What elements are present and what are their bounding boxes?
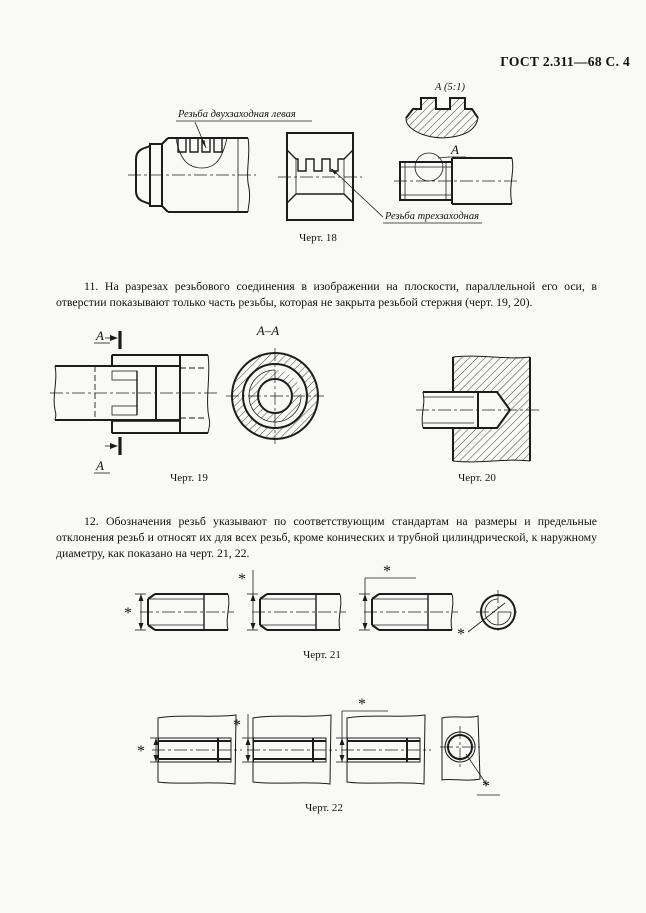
cut-letter-top: А: [96, 328, 104, 343]
internal-thread-dimension-variant-2: [233, 714, 337, 784]
figure-21-caption: Черт. 21: [303, 649, 341, 661]
page-header: ГОСТ 2.311—68 С. 4: [500, 54, 630, 69]
asterisk-mark: *: [233, 717, 241, 734]
figure-19-20-drawing: [50, 318, 595, 490]
nut-section-three-start-thread: [278, 133, 362, 220]
detail-view-a-5-1: [406, 82, 478, 138]
external-thread-end-view: [457, 590, 520, 643]
internal-thread-dimension-variant-3: [336, 696, 431, 784]
cut-letter-bottom: А: [96, 458, 104, 473]
external-thread-dimension-variant-3: [359, 563, 458, 630]
figure-21-drawing: [100, 560, 540, 670]
figure-20-caption: Черт. 20: [458, 472, 496, 484]
asterisk-mark: *: [124, 605, 132, 622]
external-thread-dimension-variant-2: [238, 570, 346, 630]
shaft-with-detail-marker: [394, 142, 520, 204]
detail-view-title: А (5:1): [434, 82, 466, 93]
threaded-joint-section: [50, 328, 218, 473]
paragraph-12: 12. Обозначения резьб указывают по соответствующим стандартам на размеры и предельные отклонения резьб и относят их для всех резьб, кроме конических и трубной цилиндрической, к наружному диаметру, как показано на черт. 21, 22.: [56, 514, 597, 560]
internal-thread-dimension-variant-1: [137, 715, 242, 784]
internal-thread-end-view: [440, 716, 500, 795]
asterisk-mark: *: [482, 778, 490, 795]
figure-19-caption: Черт. 19: [170, 472, 208, 484]
asterisk-mark: *: [358, 696, 366, 713]
asterisk-mark: *: [383, 563, 391, 580]
asterisk-mark: *: [457, 626, 465, 643]
detail-marker-letter: А: [451, 142, 459, 157]
section-view-title: А–А: [256, 323, 280, 338]
figure-22-drawing: [130, 688, 530, 820]
figure-22-caption: Черт. 22: [305, 802, 343, 814]
screw-in-blind-hole-section: [416, 356, 540, 462]
figure-18-drawing: [120, 80, 640, 255]
shaft-two-start-thread: [128, 138, 256, 212]
external-thread-dimension-variant-1: [124, 594, 234, 630]
section-view-a-a: [226, 323, 324, 444]
three-start-thread-label: Резьба трехзаходная: [385, 211, 479, 222]
asterisk-mark: *: [137, 743, 145, 760]
figure-18-caption: Черт. 18: [299, 232, 337, 244]
two-start-thread-label: Резьба двухзаходная левая: [178, 109, 296, 120]
asterisk-mark: *: [238, 571, 246, 588]
paragraph-11: 11. На разрезах резьбового соединения в изображении на плоскости, параллельной его оси, в отверстии показывают только часть резьбы, которая не закрыта резьбой стержня (черт. 19, 20).: [56, 279, 597, 309]
